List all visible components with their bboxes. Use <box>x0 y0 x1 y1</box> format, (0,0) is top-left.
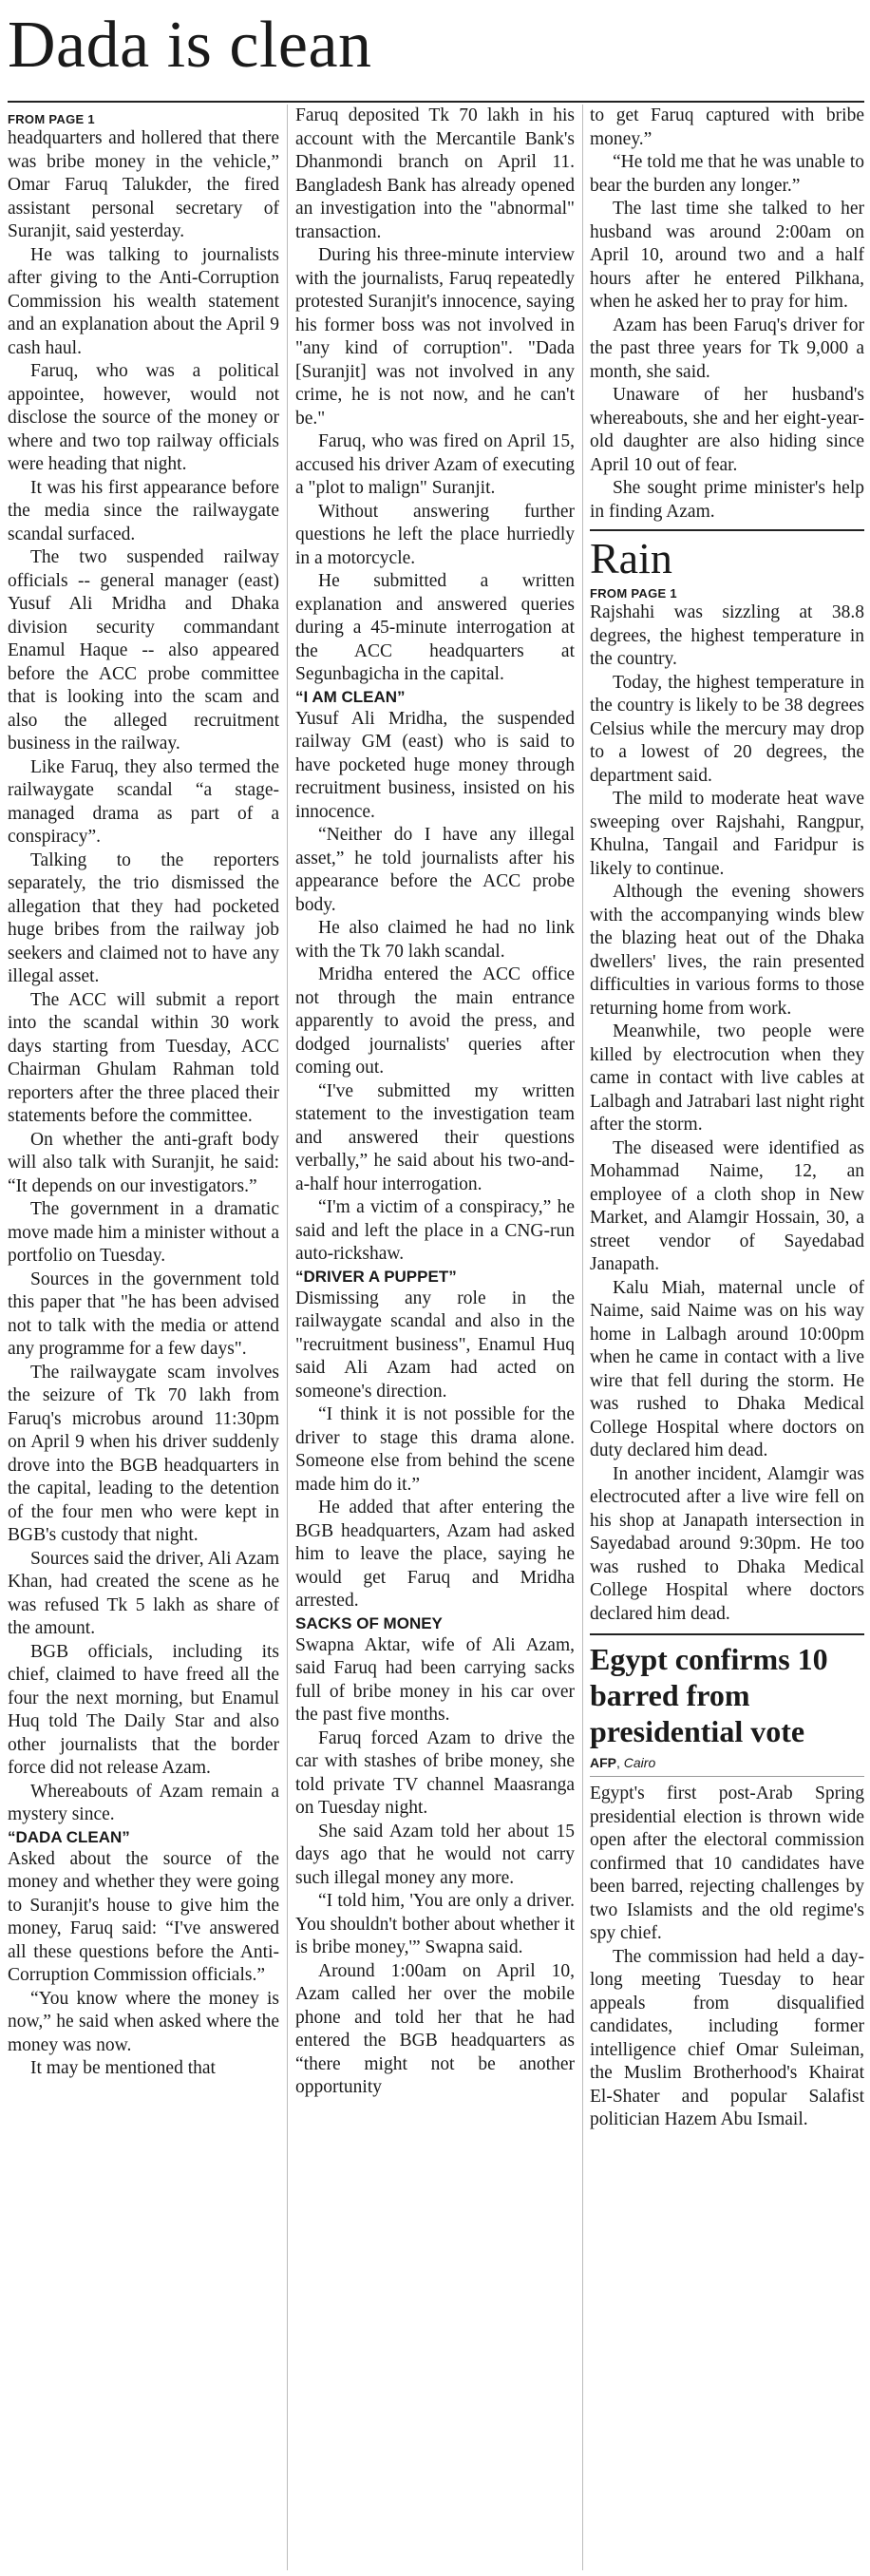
paragraph: Faruq deposited Tk 70 lakh in his account with the Mercantile Bank's Dhanmondi branch on April 11. Bangladesh Bank has already opened an investigation into the "abnormal" transaction. <box>295 105 575 242</box>
paragraph: Faruq, who was a political appointee, however, would not disclose the source of the money or where and two top railway officials were heading that night. <box>8 361 279 474</box>
paragraph: Yusuf Ali Mridha, the suspended railway GM (east) who is said to have pocketed huge money through recruitment business, insisted on his innocence. <box>295 708 575 822</box>
paragraph: He also claimed he had no link with the Tk 70 lakh scandal. <box>295 918 575 962</box>
egypt-agency: AFP <box>590 1755 616 1770</box>
paragraph: “I think it is not possible for the driver to stage this drama alone. Someone else from behind the scene made him do it.” <box>295 1404 575 1495</box>
egypt-city: Cairo <box>623 1755 656 1770</box>
paragraph: “I told him, 'You are only a driver. You shouldn't bother about whether it is bribe money,'” Swapna said. <box>295 1891 575 1957</box>
paragraph: to get Faruq captured with bribe money.” <box>590 105 864 149</box>
paragraph: Like Faruq, they also termed the railwaygate scandal “a stage-managed drama as part of a conspiracy”. <box>8 756 279 847</box>
egypt-body <box>590 1783 864 2132</box>
column-divider <box>287 105 288 2570</box>
paragraph: In another incident, Alamgir was electrocuted after a live wire fell on his shop at Janapath intersection in Sayedabad around 9:30pm. He too was rushed to Dhaka Medical College Hospital where doctors declared him dead. <box>590 1463 864 1624</box>
paragraph: The last time she talked to her husband was around 2:00am on April 10, around two and a half hours after he entered Pilkhana, when he asked her to pray for him. <box>590 199 864 312</box>
paragraph: The diseased were identified as Mohammad Naime, 12, an employee of a cloth shop in New Market, and Alamgir Hossain, 30, a street vendor of Sayedabad Janapath. <box>590 1137 864 1274</box>
paragraph: Egypt's first post-Arab Spring presidential election is thrown wide open after the electoral commission confirmed that 10 candidates have been barred, rejecting challenges by two Islamists and the old regime's spy chief. <box>590 1784 864 1943</box>
main-col3-body <box>590 105 864 524</box>
from-page-label: FROM PAGE 1 <box>8 112 95 126</box>
paragraph: Although the evening showers with the accompanying winds blew the blazing heat out of the Dhaka dwellers' lives, the rain presented difficulties in various forms to those returning home from work. <box>590 882 864 1019</box>
paragraph: Talking to the reporters separately, the trio dismissed the allegation that they had pocketed huge bribes from the railway job seekers and claimed not to have any illegal asset. <box>8 849 279 986</box>
paragraph: On whether the anti-graft body will also talk with Suranjit, he said: “It depends on our investigators.” <box>8 1129 279 1196</box>
column-1 <box>8 105 279 2570</box>
paragraph: Faruq forced Azam to drive the car with stashes of bribe money, she told private TV channel Maasranga on Tuesday night. <box>295 1727 575 1818</box>
column-divider <box>582 105 583 2570</box>
paragraph: The two suspended railway officials -- general manager (east) Yusuf Ali Mridha and Dhaka division security commandant Enamul Haque -- also appeared before the ACC probe committee that is looking into the scam and also the alleged recruitment business in the railway. <box>8 547 279 754</box>
main-col2b-body <box>295 708 575 1267</box>
paragraph: During his three-minute interview with the journalists, Faruq repeatedly protested Suranjit's innocence, saying his former boss was not involved in "any kind of corruption". "Dada [Suranjit] was not involved in any crime, he is not now, and he can't be." <box>295 245 575 429</box>
paragraph: The commission had held a day-long meeting Tuesday to hear appeals from disqualified candidates, including former intelligence chief Omar Suleiman, the Muslim Brotherhood's Khairat El-Shater and popular Salafist politician Hazem Abu Ismail. <box>590 1946 864 2129</box>
paragraph: “I'm a victim of a conspiracy,” he said and left the place in a CNG-run auto-rickshaw. <box>295 1197 575 1264</box>
paragraph: Azam has been Faruq's driver for the past three years for Tk 9,000 a month, she said. <box>590 315 864 382</box>
rain-headline: Rain <box>590 529 864 584</box>
paragraph: She said Azam told her about 15 days ago that he would not carry such illegal money any more. <box>295 1821 575 1888</box>
paragraph: “Neither do I have any illegal asset,” he told journalists after his appearance before the ACC probe body. <box>295 825 575 915</box>
paragraph: “I've submitted my written statement to the investigation team and answered their questions verbally,” he said about his two-and-a-half hour interrogation. <box>295 1080 575 1194</box>
paragraph: Sources said the driver, Ali Azam Khan, had created the scene as he was refused Tk 5 lakh as share of the amount. <box>8 1548 279 1638</box>
rain-from-page-label: FROM PAGE 1 <box>590 586 677 601</box>
paragraph: Whereabouts of Azam remain a mystery since. <box>8 1781 279 1824</box>
paragraph: Rajshahi was sizzling at 38.8 degrees, the highest temperature in the country. <box>590 602 864 669</box>
paragraph: Unaware of her husband's whereabouts, she and her eight-year-old daughter are also hiding since April 10 out of fear. <box>590 385 864 475</box>
paragraph: Kalu Miah, maternal uncle of Naime, said Naime was on his way home in Lalbagh around 10:00pm when he came in contact with a live wire that fell during the storm. He was rushed to Dhaka Medical College Hospital where doctors on duty declared him dead. <box>590 1277 864 1460</box>
paragraph: Around 1:00am on April 10, Azam called her over the mobile phone and told her that he had entered the BGB headquarters as “there might not be another opportunity <box>295 1960 575 2097</box>
subhead-driver-puppet: “DRIVER A PUPPET” <box>295 1267 457 1286</box>
paragraph: Without answering further questions he left the place hurriedly in a motorcycle. <box>295 501 575 568</box>
subhead-sacks-of-money: SACKS OF MONEY <box>295 1613 443 1632</box>
paragraph: It was his first appearance before the media since the railwaygate scandal surfaced. <box>8 477 279 544</box>
subhead-i-am-clean: “I AM CLEAN” <box>295 687 406 706</box>
paragraph: She sought prime minister's help in finding Azam. <box>590 478 864 522</box>
article-columns <box>8 105 864 2570</box>
paragraph: Faruq, who was fired on April 15, accused his driver Azam of executing a "plot to malign" Suranjit. <box>295 431 575 498</box>
paragraph: The government in a dramatic move made him a minister without a portfolio on Tuesday. <box>8 1199 279 1266</box>
paragraph: Dismissing any role in the railwaygate scandal and also in the "recruitment business", Enamul Huq said Ali Azam had acted on someone's direction. <box>295 1288 575 1402</box>
paragraph: Today, the highest temperature in the country is likely to be 38 degrees Celsius while the mercury may drop to a lowest of 20 degrees, the department said. <box>590 672 864 786</box>
main-col2d-body <box>295 1634 575 2100</box>
paragraph: Mridha entered the ACC office not through the main entrance apparently to avoid the press, and dodged journalists' queries after coming out. <box>295 964 575 1078</box>
main-col1b-body <box>8 1848 279 2081</box>
paragraph: He submitted a written explanation and answered queries during a 45-minute interrogation at the ACC headquarters at Segunbagicha in the capital. <box>295 571 575 684</box>
paragraph: Asked about the source of the money and whether they were going to Suranjit's house to give him the money, Faruq said: “I've answered all these questions before the Anti-Corruption Commission officials.” <box>8 1848 279 1985</box>
rain-body <box>590 601 864 1626</box>
paragraph: It may be mentioned that <box>30 2058 216 2078</box>
paragraph: The railwaygate scam involves the seizure of Tk 70 lakh from Faruq's microbus around 11:30pm on April 9 when his driver suddenly drove into the BGB headquarters in the capital, leading to the detention of the four men who were kept in BGB's custody that night. <box>8 1362 279 1545</box>
column-3 <box>590 105 864 2570</box>
egypt-headline: Egypt confirms 10 barred from presidential vote <box>590 1633 864 1749</box>
column-2 <box>295 105 575 2570</box>
paragraph: “You know where the money is now,” he said when asked where the money was now. <box>8 1988 279 2055</box>
main-col2a-body <box>295 105 575 687</box>
paragraph: He was talking to journalists after giving to the Anti-Corruption Commission his wealth statement and an explanation about the April 9 cash haul. <box>8 244 279 358</box>
paragraph: He added that after entering the BGB headquarters, Azam had asked him to leave the place, saying he would get Faruq and Mridha arrested. <box>295 1498 575 1611</box>
paragraph: The ACC will submit a report into the scandal within 30 work days starting from Tuesday, ACC Chairman Ghulam Rahman told reporters after the three placed their statements before the committee. <box>8 989 279 1126</box>
egypt-dateline: AFP, Cairo <box>590 1755 864 1777</box>
paragraph: BGB officials, including its chief, claimed to have freed all the four the next morning, but Enamul Huq told The Daily Star and also other journalists that the border force did not release Azam. <box>8 1641 279 1778</box>
paragraph: Swapna Aktar, wife of Ali Azam, said Faruq had been carrying sacks full of bribe money in his car over the past five months. <box>295 1634 575 1725</box>
subhead-dada-clean: “DADA CLEAN” <box>8 1827 130 1846</box>
paragraph: “He told me that he was unable to bear the burden any longer.” <box>590 152 864 196</box>
paragraph: Meanwhile, two people were killed by electrocution when they came in contact with live cables at Lalbagh and Jatrabari last night right after the storm. <box>590 1021 864 1135</box>
main-col1-body <box>8 127 279 1827</box>
main-col2c-body <box>295 1288 575 1613</box>
paragraph: Sources in the government told this paper that "he has been advised not to talk with the media or attend any programme for a few days". <box>8 1269 279 1359</box>
main-headline: Dada is clean <box>8 0 864 103</box>
paragraph: headquarters and hollered that there was bribe money in the vehicle,” Omar Faruq Talukder, the fired assistant personal secretary of Suranjit, said yesterday. <box>8 128 279 241</box>
paragraph: The mild to moderate heat wave sweeping over Rajshahi, Rangpur, Khulna, Tangail and Faridpur is likely to continue. <box>590 789 864 879</box>
